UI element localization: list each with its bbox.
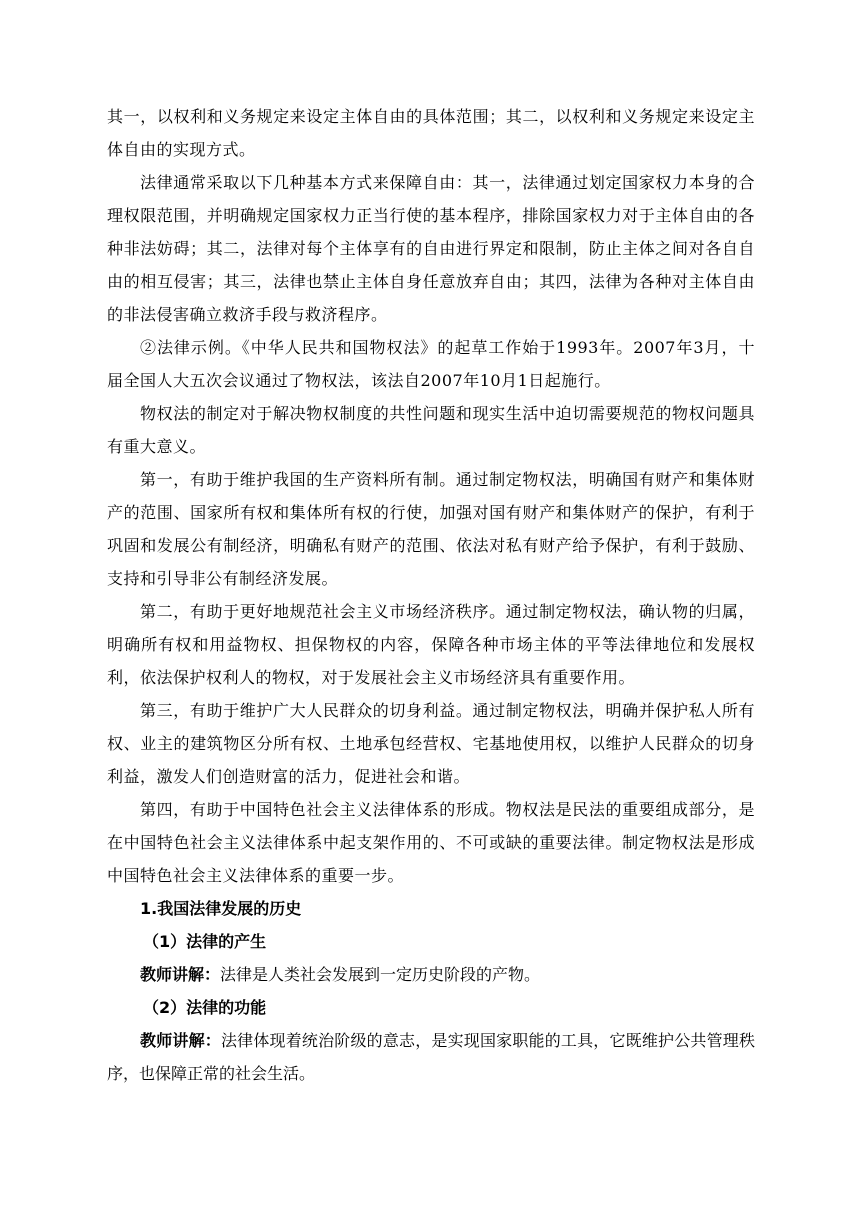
paragraph-second-point: 第二，有助于更好地规范社会主义市场经济秩序。通过制定物权法，确认物的归属，明确所有权和用益物权、担保物权的内容，保障各种市场主体的平等法律地位和发展权利，依法保护权利人的物权，对于发展社会主义市场经济具有重要作用。 [107, 602, 755, 687]
paragraph-property-law-significance: 物权法的制定对于解决物权制度的共性问题和现实生活中迫切需要规范的物权问题具有重大意义。 [107, 404, 755, 456]
teacher-label: 教师讲解： [140, 1031, 221, 1050]
paragraph-third-point: 第三，有助于维护广大人民群众的切身利益。通过制定物权法，明确并保护私人所有权、业主的建筑物区分所有权、土地承包经营权、宅基地使用权，以维护人民群众的切身利益，激发人们创造财富的活力，促进社会和谐。 [107, 701, 755, 786]
subheading-law-function: （2）法律的功能 [143, 998, 267, 1017]
paragraph-freedom-methods: 法律通常采取以下几种基本方式来保障自由：其一，法律通过划定国家权力本身的合理权限范围，并明确规定国家权力正当行使的基本程序，排除国家权力对于主体自由的各种非法妨碍；其二，法律对每个主体享有的自由进行界定和限制，防止主体之间对各自自由的相互侵害；其三，法律也禁止主体自身任意放弃自由；其四，法律为各种对主体自由的非法侵害确立救济手段与救济程序。 [107, 173, 755, 324]
teacher-text: 法律是人类社会发展到一定历史阶段的产物。 [220, 965, 541, 984]
teacher-label: 教师讲解： [140, 965, 221, 984]
paragraph-fourth-point: 第四，有助于中国特色社会主义法律体系的形成。物权法是民法的重要组成部分，是在中国特色社会主义法律体系中起支架作用的、不可或缺的重要法律。制定物权法是形成中国特色社会主义法律体系的重要一步。 [107, 800, 755, 885]
teacher-explanation-origin [107, 958, 755, 991]
paragraph-law-example: ②法律示例。《中华人民共和国物权法》的起草工作始于1993年。2007年3月，十届全国人大五次会议通过了物权法，该法自2007年10月1日起施行。 [107, 338, 755, 390]
teacher-explanation-function [107, 1024, 755, 1090]
section-heading-law-history: 1.我国法律发展的历史 [140, 899, 302, 918]
document-page [107, 100, 755, 1090]
teacher-text: 法律体现着统治阶级的意志，是实现国家职能的工具，它既维护公共管理秩序，也保障正常的社会生活。 [107, 1031, 755, 1083]
paragraph-continuation: 其一，以权利和义务规定来设定主体自由的具体范围；其二，以权利和义务规定来设定主体自由的实现方式。 [107, 107, 755, 159]
subheading-law-origin: （1）法律的产生 [143, 932, 267, 951]
paragraph-first-point: 第一，有助于维护我国的生产资料所有制。通过制定物权法，明确国有财产和集体财产的范围、国家所有权和集体所有权的行使，加强对国有财产和集体财产的保护，有利于巩固和发展公有制经济，明确私有财产的范围、依法对私有财产给予保护，有利于鼓励、支持和引导非公有制经济发展。 [107, 470, 755, 588]
